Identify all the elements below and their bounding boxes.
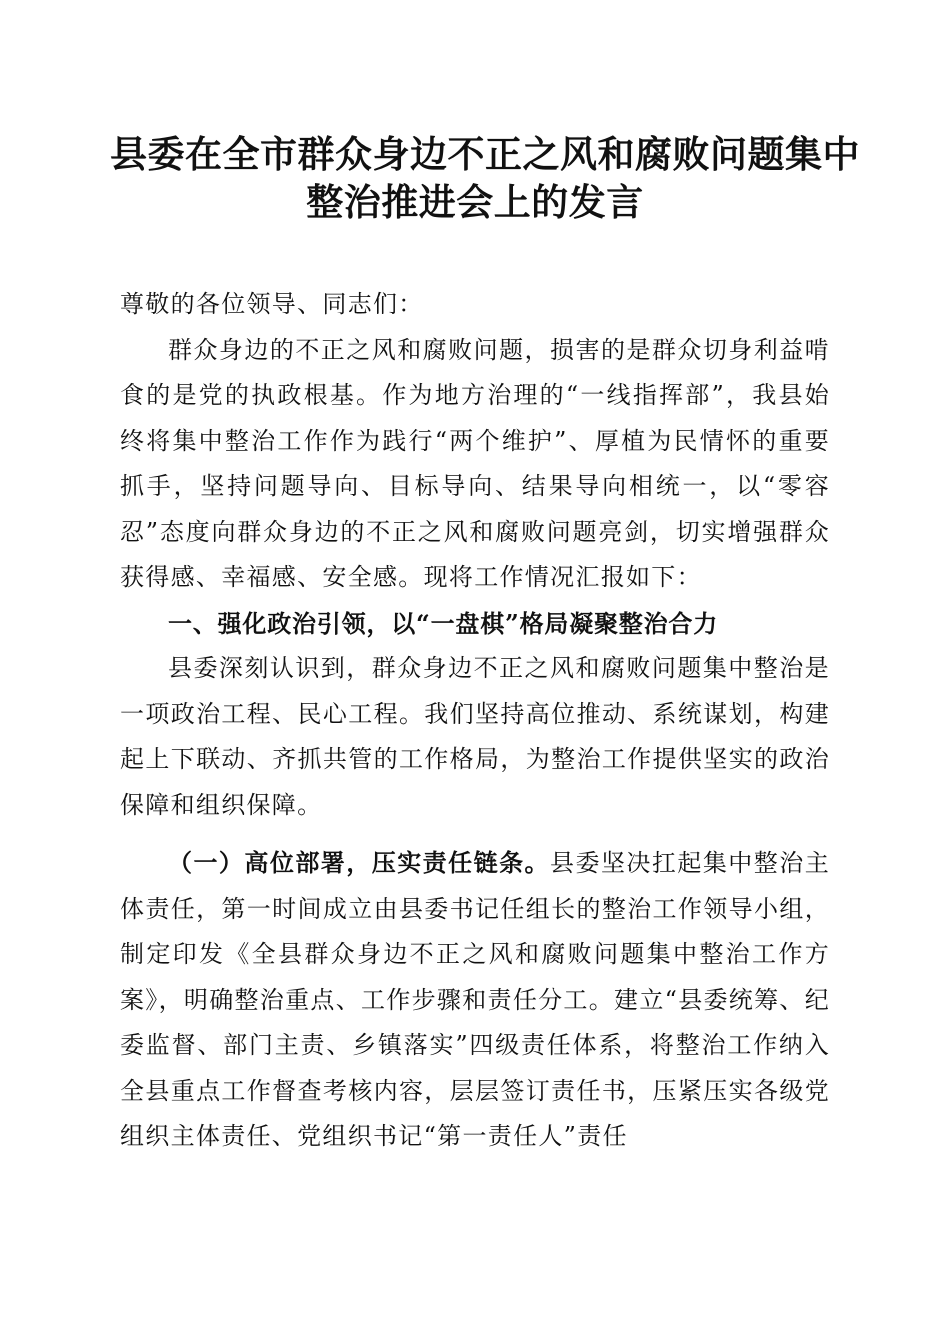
- salutation: 尊敬的各位领导、同志们：: [120, 290, 424, 318]
- subsection-1-body: 县委坚决扛起集中整治主体责任，第一时间成立由县委书记任组长的整治工作领导小组，制定印发《全县群众身边不正之风和腐败问题集中整治工作方案》，明确整治重点、工作步骤和责任分工。建立“县委统筹、纪委监督、部门主责、乡镇落实”四级责任体系，将整治工作纳入全县重点工作督查考核内容，层层签订责任书，压紧压实各级党组织主体责任、党组织书记“第一责任人”责任: [120, 849, 830, 1150]
- section-1-heading: 一、强化政治引领，以“一盘棋”格局凝聚整治合力: [168, 608, 719, 638]
- section-1-paragraph: 县委深刻认识到，群众身边不正之风和腐败问题集中整治是一项政治工程、民心工程。我们坚持高位推动、系统谋划，构建起上下联动、齐抓共管的工作格局，为整治工作提供坚实的政治保障和组织保障。: [120, 654, 830, 819]
- document-title: [110, 130, 860, 226]
- subsection-1-lead: （一）高位部署，压实责任链条。: [168, 848, 551, 877]
- intro-paragraph: 群众身边的不正之风和腐败问题，损害的是群众切身利益啃食的是党的执政根基。作为地方治理的“一线指挥部”，我县始终将集中整治工作作为践行“两个维护”、厚植为民情怀的重要抓手，坚持问题导向、目标导向、结果导向相统一，以“零容忍”态度向群众身边的不正之风和腐败问题亮剑，切实增强群众获得感、幸福感、安全感。现将工作情况汇报如下：: [120, 335, 830, 591]
- title-line-1: 县委在全市群众身边不正之风和腐败问题集中: [110, 132, 860, 176]
- title-line-2: 整治推进会上的发言: [306, 180, 644, 224]
- subsection-1-paragraph: [120, 840, 830, 1160]
